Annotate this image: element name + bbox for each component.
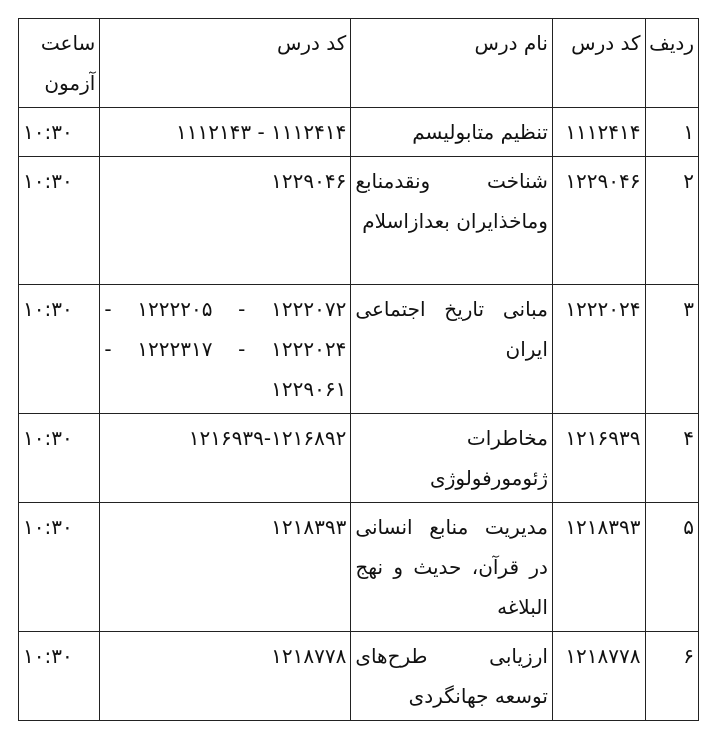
exam-time: ۱۰:۳۰ [19, 157, 100, 285]
course-name: تنظیم متابولیسم [351, 108, 553, 157]
row-number: ۲ [645, 157, 698, 285]
table-row [19, 503, 699, 632]
course-name: ارزیابی طرح‌های توسعه جهانگردی [351, 632, 553, 721]
row-number: ۶ [645, 632, 698, 721]
header-row-number: ردیف [645, 19, 698, 108]
course-code: ۱۲۲۹۰۴۶ [552, 157, 645, 285]
table-row [19, 157, 699, 285]
exam-time: ۱۰:۳۰ [19, 414, 100, 503]
table-row [19, 414, 699, 503]
header-course-code: کد درس [552, 19, 645, 108]
related-codes: ۱۲۱۶۹۳۹-۱۲۱۶۸۹۲ [100, 414, 351, 503]
header-exam-time: ساعت آزمون [19, 19, 100, 108]
table-row [19, 285, 699, 414]
course-name: مبانی تاریخ اجتماعی ایران [351, 285, 553, 414]
exam-schedule-table [18, 18, 699, 721]
exam-time: ۱۰:۳۰ [19, 503, 100, 632]
course-code: ۱۲۱۸۷۷۸ [552, 632, 645, 721]
exam-time: ۱۰:۳۰ [19, 632, 100, 721]
course-code: ۱۲۱۸۳۹۳ [552, 503, 645, 632]
row-number: ۱ [645, 108, 698, 157]
header-codes: کد درس [100, 19, 351, 108]
exam-time: ۱۰:۳۰ [19, 108, 100, 157]
course-code: ۱۲۲۲۰۲۴ [552, 285, 645, 414]
table-row [19, 632, 699, 721]
course-code: ۱۱۱۲۴۱۴ [552, 108, 645, 157]
course-name: مدیریت منابع انسانی در قرآن، حدیث و نهج البلاغه [351, 503, 553, 632]
course-name: شناخت ونقدمنابع وماخذایران بعداز‌اسلام [351, 157, 553, 285]
course-name: مخاطرات ژئومورفولوژی [351, 414, 553, 503]
table-row [19, 108, 699, 157]
related-codes: ۱۲۱۸۷۷۸ [100, 632, 351, 721]
header-row [19, 19, 699, 108]
row-number: ۳ [645, 285, 698, 414]
related-codes: ۱۲۲۲۰۷۲ - ۱۲۲۲۲۰۵ - ۱۲۲۲۰۲۴ - ۱۲۲۲۳۱۷ - ۱۲۲۹۰۶۱ [100, 285, 351, 414]
related-codes: ۱۲۲۹۰۴۶ [100, 157, 351, 285]
row-number: ۵ [645, 503, 698, 632]
related-codes: ۱۲۱۸۳۹۳ [100, 503, 351, 632]
related-codes: ۱۱۱۲۴۱۴ - ۱۱۱۲۱۴۳ [100, 108, 351, 157]
course-code: ۱۲۱۶۹۳۹ [552, 414, 645, 503]
exam-time: ۱۰:۳۰ [19, 285, 100, 414]
header-course-name: نام درس [351, 19, 553, 108]
row-number: ۴ [645, 414, 698, 503]
